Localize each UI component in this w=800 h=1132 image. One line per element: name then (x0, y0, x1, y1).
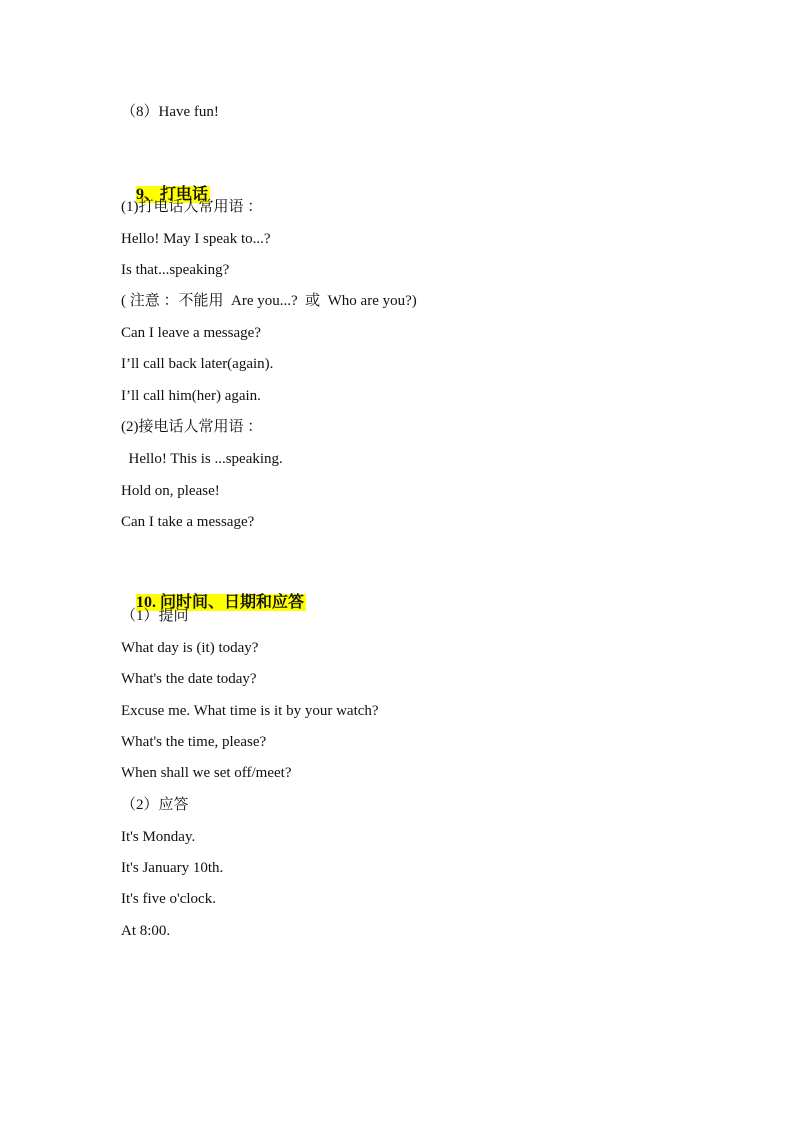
ask-line: What's the time, please? (121, 734, 267, 750)
caller-line: Is that...speaking? (121, 262, 230, 278)
receiver-line: Can I take a message? (121, 514, 255, 530)
receiver-phrases-title: (2)接电话人常用语 ： (121, 419, 263, 435)
ask-line: When shall we set off/meet? (121, 765, 292, 781)
ask-line: Excuse me. What time is it by your watch? (121, 703, 379, 719)
item-have-fun: （8）Have fun! (121, 104, 219, 120)
caller-phrases-title: (1)打电话人常用语 ： (121, 199, 263, 215)
caller-line: I’ll call him(her) again. (121, 388, 261, 404)
answer-line: It's five o'clock. (121, 891, 216, 907)
ask-title: （1）提问 (121, 608, 189, 624)
caller-line: Can I leave a message? (121, 325, 261, 341)
section-10-heading-highlight: 10. 问时间、日期和应答 (136, 594, 305, 611)
section-9-heading-highlight: 9、打电话 (136, 186, 209, 203)
ask-line: What's the date today? (121, 671, 257, 687)
answer-line: It's January 10th. (121, 860, 224, 876)
answer-line: At 8:00. (121, 923, 171, 939)
caller-line: I’ll call back later(again). (121, 356, 274, 372)
caller-line: Hello! May I speak to...? (121, 231, 271, 247)
caller-note: ( 注意 ：不能用 Are you...? 或 Who are you?) (121, 293, 417, 309)
answer-title: （2）应答 (121, 797, 189, 813)
ask-line: What day is (it) today? (121, 640, 259, 656)
receiver-line: Hello! This is ...speaking. (121, 451, 283, 467)
answer-line: It's Monday. (121, 829, 196, 845)
receiver-line: Hold on, please! (121, 483, 220, 499)
